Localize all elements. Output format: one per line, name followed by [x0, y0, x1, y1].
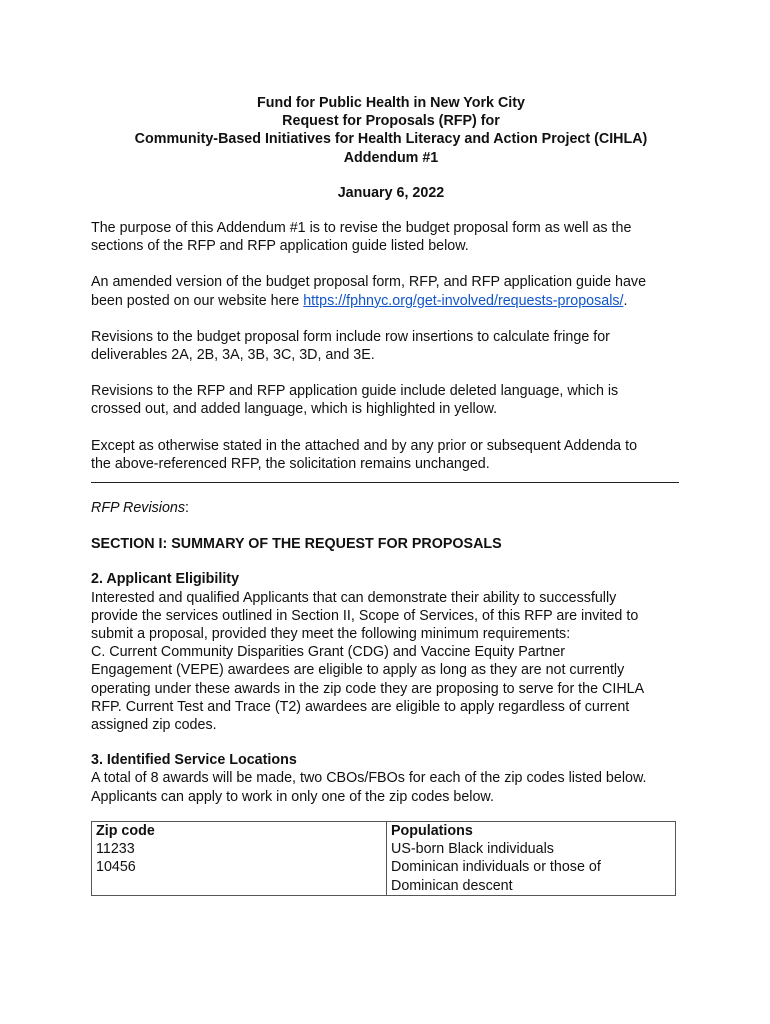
rfp-revisions-colon: :	[185, 500, 189, 517]
header-line-addendum: Addendum #1	[343, 149, 439, 166]
eligibility-heading: 2. Applicant Eligibility	[91, 571, 240, 588]
document-header	[91, 94, 691, 167]
population-cell	[387, 858, 676, 895]
text-line: crossed out, and added language, which is highlighted in yellow.	[91, 401, 498, 418]
text-line: sections of the RFP and RFP application guide listed below.	[91, 238, 469, 255]
except-paragraph	[91, 437, 691, 473]
text-line: An amended version of the budget proposal form, RFP, and RFP application guide have	[91, 274, 647, 291]
section-title: SECTION I: SUMMARY OF THE REQUEST FOR PROPOSALS	[91, 536, 502, 553]
text-line: Except as otherwise stated in the attached and by any prior or subsequent Addenda to	[91, 437, 638, 454]
amended-paragraph	[91, 273, 691, 309]
zip-cell: 10456	[92, 858, 387, 895]
service-locations-heading: 3. Identified Service Locations	[91, 752, 297, 769]
column-header-populations: Populations	[387, 821, 676, 840]
header-line-rfp: Request for Proposals (RFP) for	[282, 113, 500, 130]
population-line: Dominican individuals or those of	[391, 859, 601, 876]
text-line: Revisions to the budget proposal form include row insertions to calculate fringe for	[91, 328, 610, 345]
zip-cell: 11233	[92, 840, 387, 858]
eligibility-section	[91, 570, 691, 734]
text-line: Engagement (VEPE) awardees are eligible to apply as long as they are not currently	[91, 662, 625, 679]
text-line: the above-referenced RFP, the solicitation remains unchanged.	[91, 455, 490, 472]
table-header-row	[92, 821, 676, 840]
service-locations-section	[91, 751, 691, 895]
purpose-paragraph	[91, 219, 691, 255]
table-row	[92, 858, 676, 895]
text-line: operating under these awards in the zip code they are proposing to serve for the CIHLA	[91, 680, 645, 697]
horizontal-divider	[91, 482, 679, 483]
rfp-revisions-paragraph	[91, 382, 691, 418]
header-line-organization: Fund for Public Health in New York City	[257, 95, 525, 111]
amended-prefix: been posted on our website here	[91, 292, 304, 309]
population-cell: US-born Black individuals	[387, 840, 676, 858]
budget-revisions-paragraph	[91, 328, 691, 364]
text-line: A total of 8 awards will be made, two CBOs/FBOs for each of the zip codes listed below.	[91, 770, 647, 787]
zip-code-table	[91, 821, 676, 896]
column-header-zip: Zip code	[92, 821, 387, 840]
text-line: The purpose of this Addendum #1 is to revise the budget proposal form as well as the	[91, 220, 632, 237]
text-line: Applicants can apply to work in only one of the zip codes below.	[91, 788, 494, 805]
rfp-website-link[interactable]: https://fphnyc.org/get-involved/requests-proposals/	[303, 292, 624, 309]
text-line: Revisions to the RFP and RFP application guide include deleted language, which is	[91, 383, 619, 400]
document-body	[91, 94, 691, 896]
text-line: submit a proposal, provided they meet the following minimum requirements:	[91, 626, 571, 643]
population-line: Dominican descent	[391, 877, 513, 894]
text-line: Interested and qualified Applicants that can demonstrate their ability to successfully	[91, 589, 617, 606]
text-line: RFP. Current Test and Trace (T2) awardees are eligible to apply regardless of current	[91, 698, 630, 715]
rfp-revisions-label	[91, 499, 691, 517]
header-line-project: Community-Based Initiatives for Health Literacy and Action Project (CIHLA)	[134, 131, 648, 148]
amended-suffix: .	[623, 292, 628, 309]
document-date: January 6, 2022	[337, 184, 445, 201]
rfp-revisions-text: RFP Revisions	[91, 500, 186, 517]
text-line: deliverables 2A, 2B, 3A, 3B, 3C, 3D, and 3E.	[91, 347, 375, 364]
text-line: C. Current Community Disparities Grant (CDG) and Vaccine Equity Partner	[91, 644, 566, 661]
table-row	[92, 840, 676, 858]
text-line	[91, 292, 691, 310]
text-line: assigned zip codes.	[91, 717, 217, 734]
text-line: provide the services outlined in Section II, Scope of Services, of this RFP are invited to	[91, 607, 639, 624]
